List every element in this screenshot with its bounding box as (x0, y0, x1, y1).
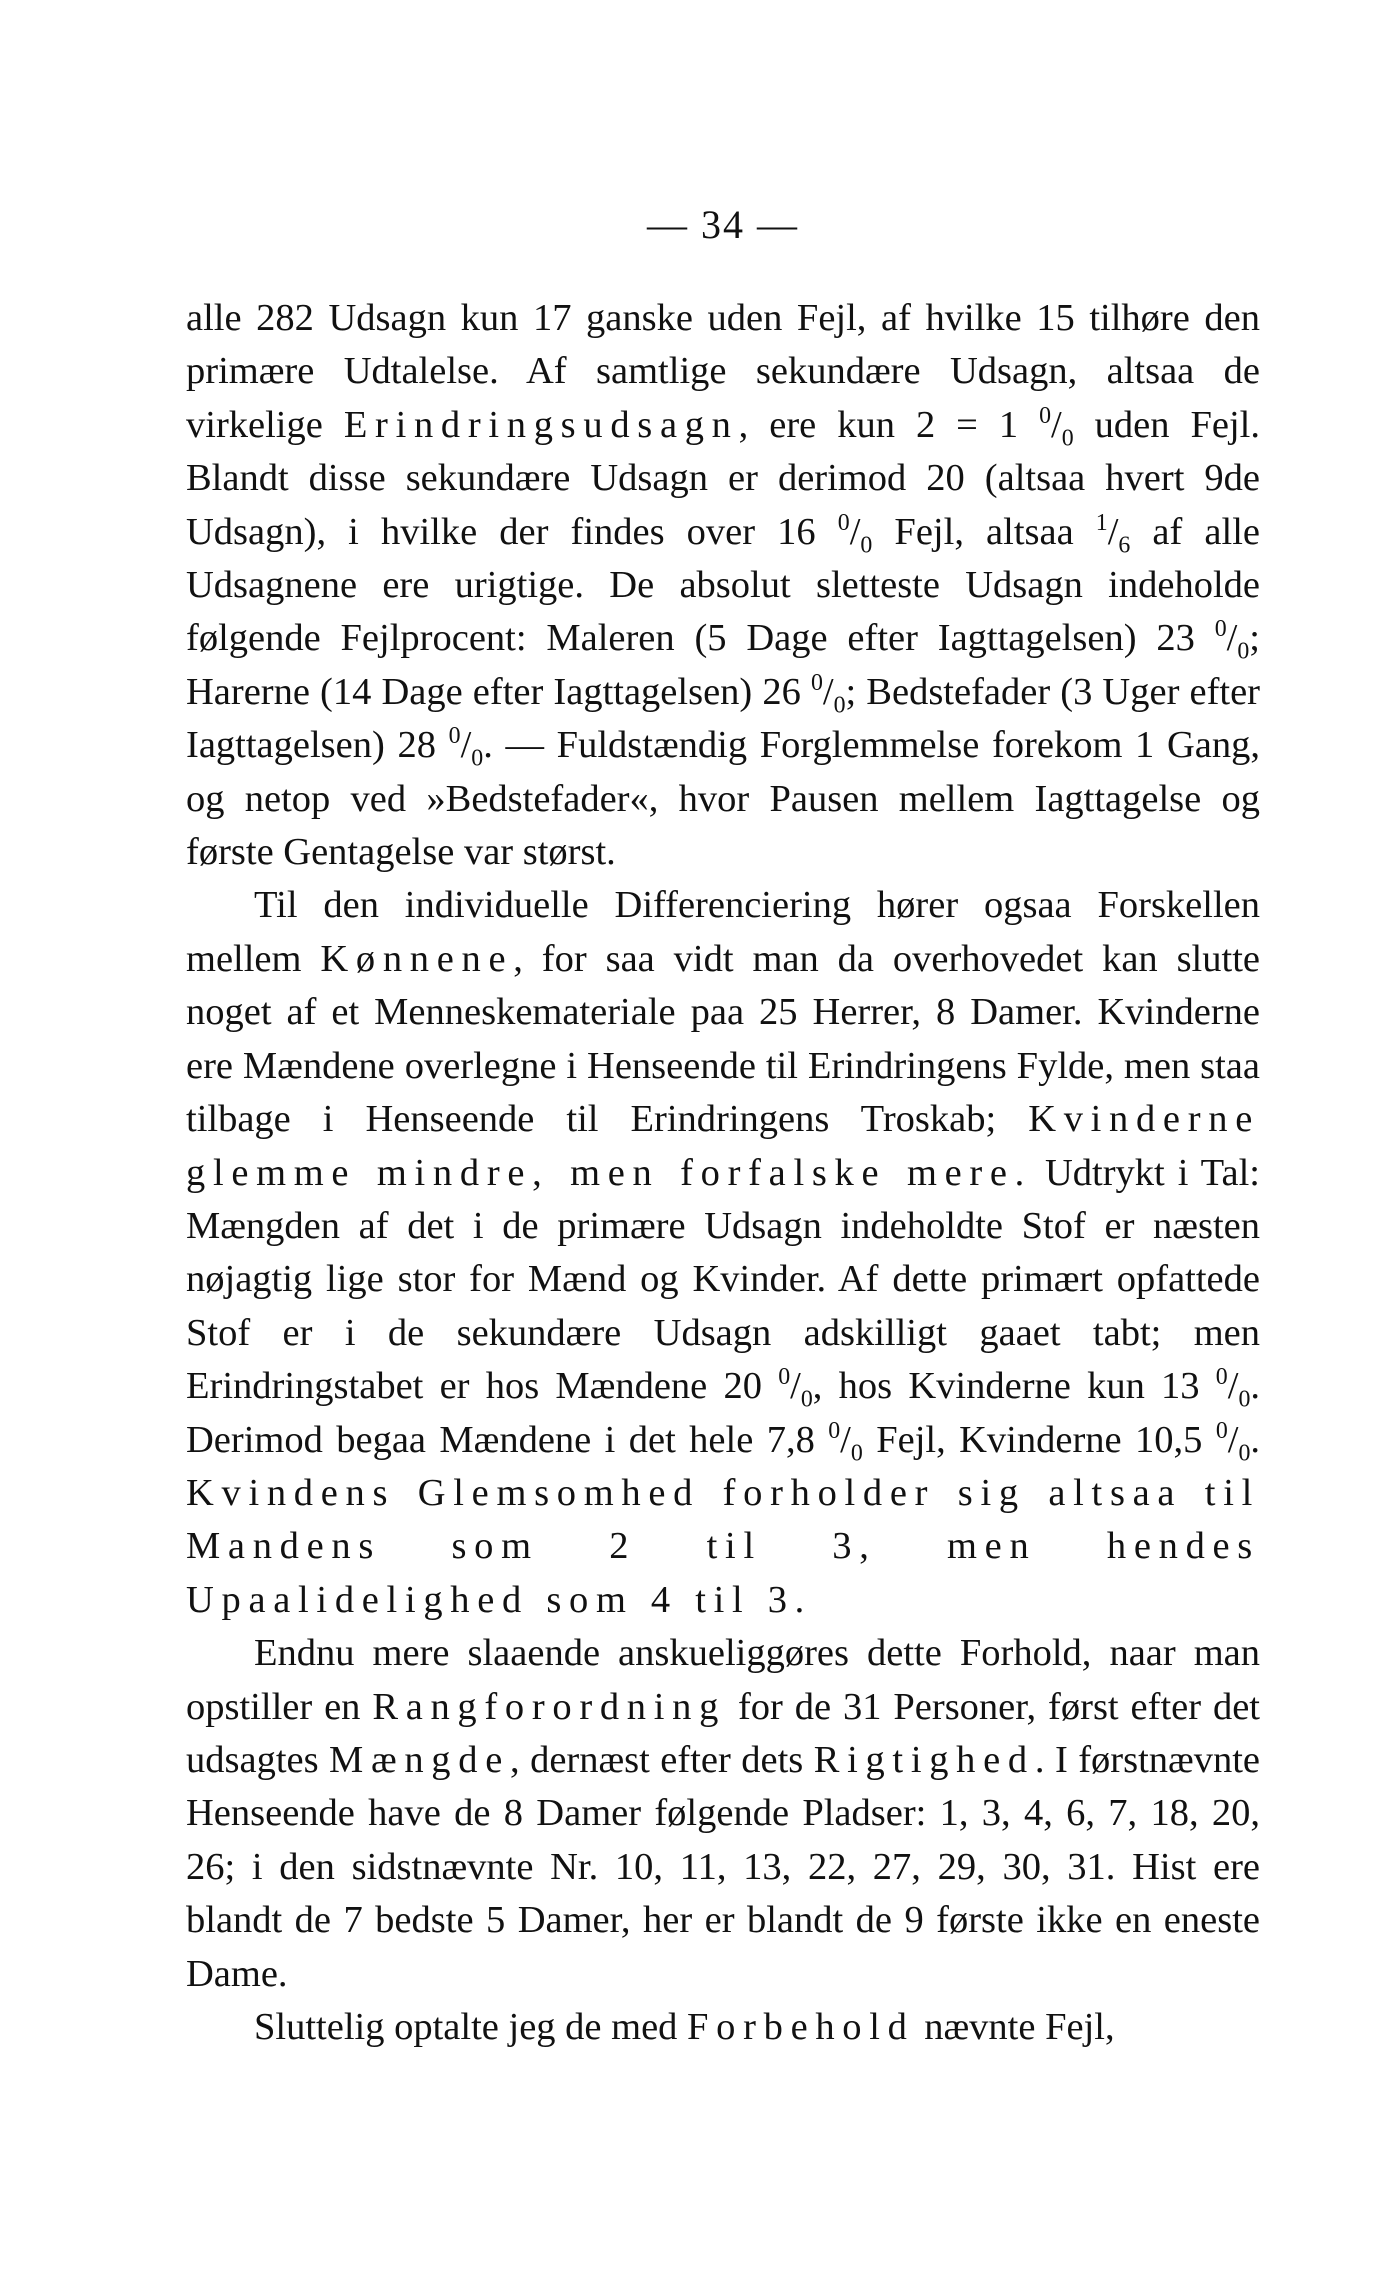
percent-sign: $^0/_0$ (1039, 402, 1074, 452)
text-run: , hos Kvinderne kun 13 (812, 1365, 1216, 1408)
text-run: Endnu mere slaaende anskueliggøres dette Forhold, naar man opstiller en (186, 1632, 1260, 1728)
text-run: Sluttelig optalte jeg de med (254, 2006, 688, 2048)
paragraph (186, 879, 1260, 1627)
percent-sign: $^0/_0$ (828, 1417, 863, 1467)
text-run: . Derimod begaa Mændene i det hele 7,8 (186, 1365, 1260, 1461)
percent-sign: $^0/_0$ (1215, 1417, 1251, 1467)
percent-sign: $^0/_0$ (1214, 616, 1250, 666)
percent-sign: $^0/_0$ (837, 509, 873, 559)
emphasis-spaced: Kvinderne glemme mindre, men forfalske mere. (186, 1098, 1260, 1194)
text-run: ; Harerne (14 Dage efter Iagttagelsen) 26 (186, 617, 1260, 713)
text-run: Fejl, altsaa (872, 510, 1096, 553)
text-run: ; Bedstefader (3 Uger efter Iagttagelsen) 28 (186, 670, 1260, 767)
emphasis-spaced: Rangforordning (372, 1685, 727, 1728)
paragraph (186, 2001, 1260, 2054)
emphasis-spaced: Erindringsudsagn (343, 403, 739, 446)
text-run: . (1250, 1418, 1261, 1461)
paragraph (186, 1627, 1260, 2001)
text-run: , ere kun 2 = 1 (738, 403, 1040, 446)
emphasis-spaced: Mængde (329, 1738, 510, 1781)
emphasis-spaced: Rigtighed (813, 1738, 1035, 1781)
text-run: Fejl, Kvinderne 10,5 (862, 1418, 1216, 1461)
text-run: af alle Udsagnene ere urigtige. De absolut sletteste Udsagn indeholde følgende Fejlprocent: Maleren (5 Dage efter Iagttagelsen) 23 (186, 510, 1260, 660)
percent-sign: $^0/_0$ (448, 723, 484, 772)
text-run: alle 282 Udsagn kun 17 ganske uden Fejl, af hvilke 15 tilhøre den primære Udtalelse. Af samtlige sekundære Udsagn, altsaa de virkelige (186, 297, 1260, 446)
emphasis-spaced: Forbehold (687, 2006, 915, 2048)
percent-sign: $^0/_0$ (810, 670, 846, 719)
paragraph (186, 292, 1260, 879)
text-run: Udtrykt i Tal: Mængden af det i de primære Udsagn indeholdte Stof er næsten nøjagtig lige stor for Mænd og Kvinder. Af dette primært opfattede Stof er i de sekundære Udsagn adskilligt gaaet tabt; men Erindringstabet er hos Mændene 20 (186, 1151, 1260, 1408)
emphasis-spaced: Kønnene (320, 937, 514, 980)
body-text (186, 292, 1260, 2054)
text-run: / (1107, 510, 1119, 553)
text-run: , dernæst efter dets (510, 1738, 814, 1781)
percent-sign: $^0/_0$ (778, 1364, 813, 1413)
text-run: for de 31 Personer, først efter det udsagtes (186, 1685, 1260, 1781)
percent-sign: $^0/_0$ (1215, 1364, 1251, 1413)
emphasis-spaced: Kvindens Glemsomhed forholder sig altsaa til Mandens som 2 til 3, men hendes Upaalidelighed som 4 til 3. (186, 1471, 1260, 1621)
fraction-denominator: 6 (1118, 532, 1131, 559)
text-run: nævnte Fejl, (914, 2006, 1115, 2048)
page-number: — 34 — (647, 202, 799, 247)
text-run: . — Fuldstændig Forglemmelse forekom 1 Gang, og netop ved »Bedstefader«, hvor Pausen mellem Iagttagelse og første Gentagelse var størst. (186, 724, 1260, 874)
text-run: uden Fejl. Blandt disse sekundære Udsagn er derimod 20 (altsaa hvert 9de Udsagn), i hvilke der findes over 16 (186, 403, 1261, 553)
text-run: . I førstnævnte Henseende have de 8 Damer følgende Pladser: 1, 3, 4, 6, 7, 18, 20, 26; i den sidstnævnte Nr. 10, 11, 13, 22, 27, 29, 30, 31. Hist ere blandt de 7 bedste 5 Damer, her er blandt de 9 første ikke en eneste Dame. (186, 1738, 1260, 1995)
fraction-numerator: 1 (1095, 509, 1108, 536)
text-run: , for saa vidt man da overhovedet kan slutte noget af et Menneskemateriale paa 25 Herrer, 8 Damer. Kvinderne ere Mændene overlegne i Henseende til Erindringens Fylde, men staa tilbage i Henseende til Erindringens Troskab; (186, 937, 1260, 1141)
text-run: Til den individuelle Differenciering hører ogsaa Forskellen mellem (186, 884, 1260, 980)
